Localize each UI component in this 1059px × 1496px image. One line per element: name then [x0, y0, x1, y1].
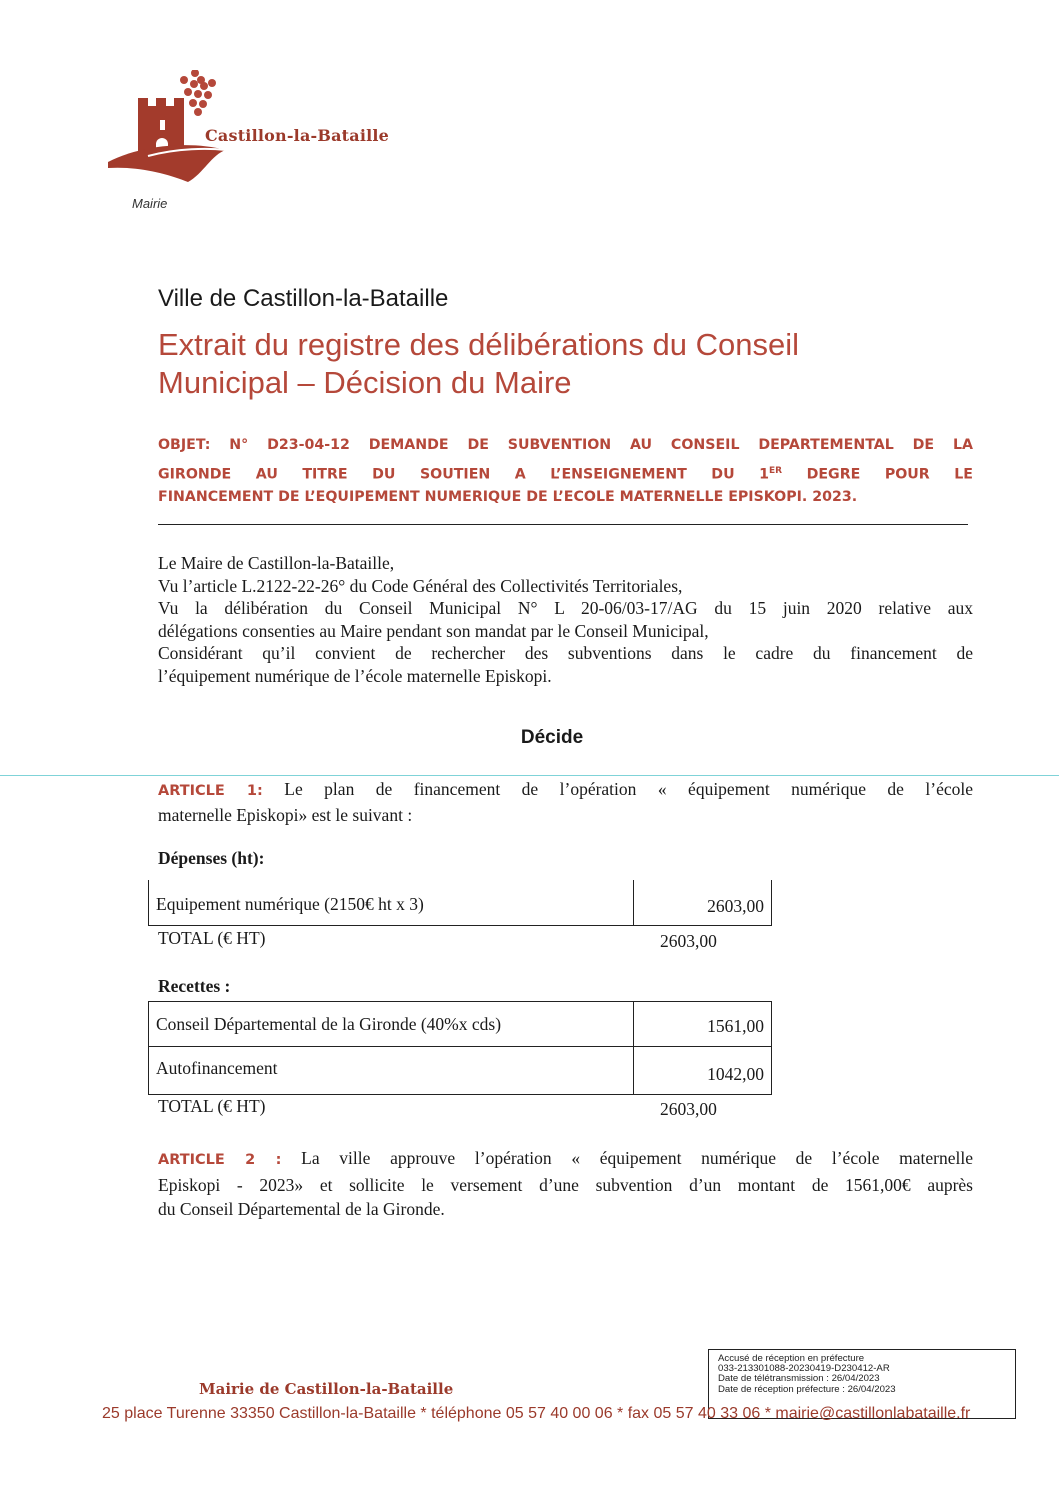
- recettes-item-label: Autofinancement: [156, 1058, 278, 1078]
- stamp-line-3: Date de télétransmission : 26/04/2023: [718, 1373, 880, 1385]
- article-1: [158, 777, 973, 827]
- city-heading: Ville de Castillon-la-Bataille: [158, 285, 449, 312]
- depenses-row-divider: [633, 880, 634, 926]
- depenses-item-amount: 2603,00: [707, 896, 764, 916]
- objet-line-1: OBJET: N° D23-04-12 DEMANDE DE SUBVENTION AU CONSEIL DEPARTEMENTAL DE LA: [158, 437, 973, 453]
- document-title: [158, 326, 978, 402]
- scan-line: [0, 775, 1059, 776]
- recettes-table-divider: [633, 1001, 634, 1095]
- recettes-item-label: Conseil Départemental de la Gironde (40%x cds): [156, 1014, 502, 1034]
- depenses-label: Dépenses (ht):: [158, 848, 265, 868]
- objet-block: [158, 432, 973, 488]
- objet-line-3: FINANCEMENT DE L’EQUIPEMENT NUMERIQUE DE L’ECOLE MATERNELLE EPISKOPI. 2023.: [158, 489, 858, 505]
- article-1-heading: ARTICLE 1:: [158, 783, 263, 799]
- depenses-table: [148, 880, 772, 926]
- recettes-table: [148, 1001, 772, 1095]
- objet-line-2-sup: ER: [768, 466, 783, 476]
- title-line-2: Municipal – Décision du Maire: [158, 365, 572, 400]
- depenses-total-label: TOTAL (€ HT): [158, 928, 266, 948]
- stamp-line-4: Date de réception préfecture : 26/04/2023: [718, 1383, 896, 1395]
- article-2-line-3: du Conseil Départemental de la Gironde.: [158, 1199, 445, 1219]
- footer-address: 25 place Turenne 33350 Castillon-la-Bataille * téléphone 05 57 40 00 06 * fax 05 57 40 33 06 * mairie@castillonlabataille.fr: [102, 1405, 971, 1422]
- stamp-line-1: Accusé de réception en préfecture: [718, 1353, 865, 1364]
- depenses-total-amount: 2603,00: [660, 931, 717, 951]
- title-line-1: Extrait du registre des délibérations du Conseil: [158, 327, 800, 362]
- recettes-table-right: [771, 1001, 772, 1095]
- article-2: [158, 1146, 973, 1222]
- objet-line-2-pre: GIRONDE AU TITRE DU SOUTIEN A L’ENSEIGNEMENT DU 1: [158, 466, 769, 483]
- recettes-table-bottom: [148, 1094, 772, 1095]
- stamp-line-2: 033-213301088-20230419-D230412-AR: [718, 1363, 890, 1375]
- article-1-line-1: [158, 777, 973, 803]
- preamble-line: Vu la délibération du Conseil Municipal N° L 20-06/03-17/AG du 15 juin 2020 relative aux: [158, 598, 973, 618]
- recettes-table-mid: [148, 1046, 772, 1047]
- recettes-table-top: [148, 1001, 772, 1002]
- decide-heading: Décide: [520, 727, 584, 748]
- preamble-line: Considérant qu’il convient de rechercher des subventions dans le cadre du financement de: [158, 643, 973, 663]
- article-2-line-1: [158, 1146, 973, 1173]
- logo-wordmark: Castillon-la-Bataille: [205, 126, 390, 145]
- article-2-heading: ARTICLE 2 :: [158, 1152, 282, 1168]
- logo-subtitle: Mairie: [132, 196, 168, 211]
- recettes-total-label: TOTAL (€ HT): [158, 1096, 266, 1116]
- recettes-table-left: [148, 1001, 149, 1095]
- depenses-item-label: Equipement numérique (2150€ ht x 3): [156, 894, 424, 914]
- preamble-line: Vu l’article L.2122-22-26° du Code Général des Collectivités Territoriales,: [158, 575, 683, 596]
- recettes-label: Recettes :: [158, 976, 231, 996]
- article-1-line-2: maternelle Episkopi» est le suivant :: [158, 805, 413, 825]
- section-divider: [158, 524, 968, 525]
- depenses-row-border: [148, 880, 150, 926]
- article-2-line-2: Episkopi - 2023» et sollicite le versement d’une subvention d’un montant de 1561,00€ auprès: [158, 1174, 973, 1195]
- recettes-total-amount: 2603,00: [660, 1099, 717, 1119]
- depenses-row-right: [771, 880, 772, 926]
- objet-line-2-post: DEGRE POUR LE: [782, 466, 973, 483]
- recettes-item-amount: 1561,00: [707, 1016, 764, 1036]
- article-1-text: Le plan de financement de l’opération « équipement numérique de l’école: [262, 779, 973, 799]
- preamble-line: délégations consenties au Maire pendant son mandat par le Conseil Municipal,: [158, 620, 709, 641]
- preamble-line: l’équipement numérique de l’école maternelle Episkopi.: [158, 665, 552, 686]
- preamble-line: Le Maire de Castillon-la-Bataille,: [158, 553, 395, 573]
- recettes-item-amount: 1042,00: [707, 1064, 764, 1084]
- article-2-text: La ville approuve l’opération « équipement numérique de l’école maternelle: [281, 1148, 974, 1168]
- preamble: [158, 552, 973, 687]
- footer-mairie-name: Mairie de Castillon-la-Bataille: [199, 1380, 454, 1398]
- depenses-row-bottom: [148, 925, 772, 926]
